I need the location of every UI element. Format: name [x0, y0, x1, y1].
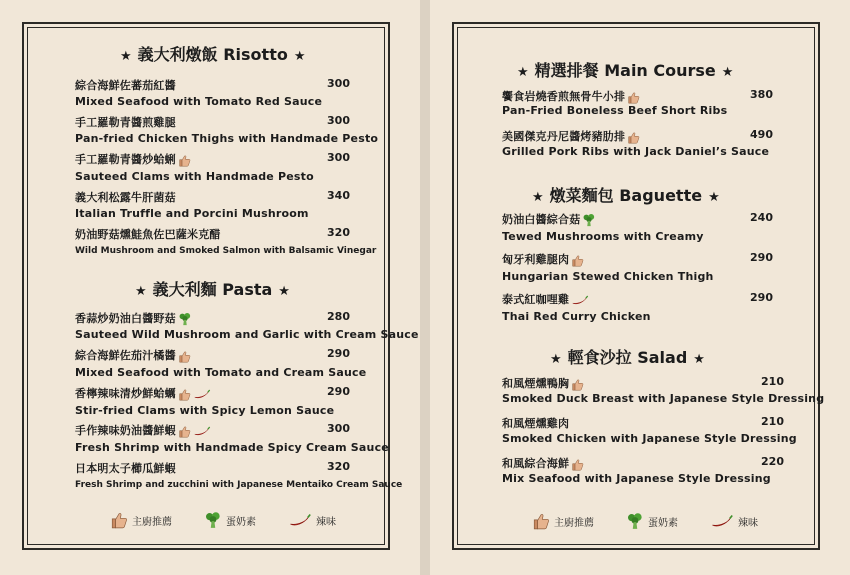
menu-item-english: Smoked Duck Breast with Japanese Style Dressing — [502, 392, 825, 405]
legend — [530, 512, 788, 530]
menu-item-english: Pan-fried Chicken Thighs with Handmade Pesto — [75, 132, 379, 145]
menu-item-price: 290 — [327, 347, 350, 360]
section-title-main-course: ★ 精選排餐 Main Course ★ — [517, 61, 734, 80]
chili-icon — [571, 295, 589, 306]
menu-item-name: 手作辣味奶油醬鮮蝦 — [75, 422, 211, 438]
menu-item-english: Smoked Chicken with Japanese Style Dressing — [502, 432, 797, 445]
menu-item-english: Hungarian Stewed Chicken Thigh — [502, 270, 714, 283]
menu-item-english: Pan-Fried Boneless Beef Short Ribs — [502, 104, 728, 117]
menu-item-name: 綜合海鮮佐蕃茄紅醬 — [75, 79, 176, 92]
star-icon: ★ — [708, 190, 720, 205]
menu-item-price: 210 — [761, 375, 784, 388]
star-icon: ★ — [120, 49, 132, 64]
thumbs-up-icon — [571, 254, 584, 267]
menu-item-english: Thai Red Curry Chicken — [502, 310, 651, 323]
menu-item-price: 300 — [327, 114, 350, 127]
star-icon: ★ — [721, 65, 734, 80]
menu-item-name: 手工羅勒青醬煎雞腿 — [75, 116, 176, 129]
menu-item-english: Mixed Seafood with Tomato Red Sauce — [75, 95, 323, 108]
menu-item-english: Sauteed Clams with Handmade Pesto — [75, 170, 314, 183]
menu-item-english: Fresh Shrimp and zucchini with Japanese Mentaiko Cream Sauce — [75, 480, 403, 490]
menu-item-price: 280 — [327, 310, 350, 323]
menu-item-name: 義大利松露牛肝菌菇 — [75, 191, 176, 204]
menu-item-english: Tewed Mushrooms with Creamy — [502, 230, 704, 243]
thumbs-up-icon — [178, 154, 191, 167]
thumbs-up-icon — [571, 378, 584, 391]
section-title-pasta: ★ 義大利麵 Pasta ★ — [135, 280, 290, 299]
legend-recommend-label: 主廚推薦 — [132, 516, 172, 528]
menu-item-price: 300 — [327, 151, 350, 164]
star-icon: ★ — [517, 65, 529, 80]
star-icon: ★ — [693, 352, 705, 367]
menu-item-name: 奶油白醬綜合菇 — [502, 211, 596, 227]
menu-item-name: 泰式紅咖哩雞 — [502, 291, 589, 307]
menu-item-price: 240 — [750, 211, 773, 224]
chili-icon — [193, 426, 211, 437]
menu-item-english: Fresh Shrimp with Handmade Spicy Cream Sauce — [75, 441, 389, 454]
section-title-salad: ★ 輕食沙拉 Salad ★ — [550, 348, 705, 367]
legend — [108, 511, 366, 529]
menu-item-name: 美國傑克丹尼醬烤豬肋排 — [502, 128, 640, 144]
menu-item-price: 290 — [750, 291, 773, 304]
menu-item-english: Sauteed Wild Mushroom and Garlic with Cream Sauce — [75, 328, 419, 341]
broccoli-icon — [626, 512, 644, 530]
thumbs-up-icon — [627, 91, 640, 104]
menu-item-name: 日本明太子櫛瓜鮮蝦 — [75, 462, 176, 475]
broccoli-icon — [582, 213, 596, 227]
thumbs-up-icon — [110, 511, 128, 529]
menu-item-name: 綜合海鮮佐茄汁橘醬 — [75, 347, 191, 363]
menu-item-price: 490 — [750, 128, 773, 141]
section-title-baguette: ★ 燉菜麵包 Baguette ★ — [532, 186, 720, 205]
menu-item-english: Italian Truffle and Porcini Mushroom — [75, 207, 309, 220]
menu-item-price: 300 — [327, 422, 350, 435]
menu-item-price: 210 — [761, 415, 784, 428]
legend-vegetarian-label: 蛋奶素 — [648, 517, 678, 529]
thumbs-up-icon — [532, 512, 550, 530]
menu-item-name: 和風綜合海鮮 — [502, 455, 584, 471]
menu-item-name: 和風煙燻鴨胸 — [502, 375, 584, 391]
broccoli-icon — [204, 511, 222, 529]
menu-page-right — [430, 0, 850, 575]
menu-item-name: 手工羅勒青醬炒蛤蜊 — [75, 151, 191, 167]
chili-icon — [193, 389, 211, 400]
menu-item-price: 220 — [761, 455, 784, 468]
menu-item-price: 320 — [327, 226, 350, 239]
thumbs-up-icon — [178, 388, 191, 401]
menu-item-price: 290 — [750, 251, 773, 264]
broccoli-icon — [178, 312, 192, 326]
menu-page-left — [0, 0, 420, 575]
menu-item-name: 香蒜炒奶油白醬野菇 — [75, 310, 192, 326]
menu-item-name: 和風煙燻雞肉 — [502, 417, 570, 430]
menu-item-english: Wild Mushroom and Smoked Salmon with Balsamic Vinegar — [75, 246, 377, 256]
chili-icon — [710, 514, 734, 529]
menu-item-price: 380 — [750, 88, 773, 101]
thumbs-up-icon — [178, 425, 191, 438]
menu-item-name: 匈牙利雞腿肉 — [502, 251, 584, 267]
menu-item-english: Mixed Seafood with Tomato and Cream Sauce — [75, 366, 367, 379]
menu-item-english: Mix Seafood with Japanese Style Dressing — [502, 472, 771, 485]
menu-item-price: 340 — [327, 189, 350, 202]
legend-recommend-label: 主廚推薦 — [554, 517, 594, 529]
legend-spicy-label: 辣味 — [738, 517, 758, 529]
menu-item-price: 300 — [327, 77, 350, 90]
legend-spicy-label: 辣味 — [316, 516, 336, 528]
legend-vegetarian-label: 蛋奶素 — [226, 516, 256, 528]
menu-item-english: Grilled Pork Ribs with Jack Daniel’s Sauce — [502, 145, 770, 158]
thumbs-up-icon — [178, 350, 191, 363]
menu-item-name: 饗食岩燒香煎無骨牛小排 — [502, 88, 640, 104]
thumbs-up-icon — [571, 458, 584, 471]
thumbs-up-icon — [627, 131, 640, 144]
menu-item-name: 香檸辣味清炒鮮蛤蠣 — [75, 385, 211, 401]
star-icon: ★ — [550, 352, 562, 367]
star-icon: ★ — [135, 284, 147, 299]
menu-item-name: 奶油野菇燻鮭魚佐巴薩米克醋 — [75, 228, 221, 241]
menu-item-price: 320 — [327, 460, 350, 473]
menu-item-price: 290 — [327, 385, 350, 398]
menu-item-english: Stir-fried Clams with Spicy Lemon Sauce — [75, 404, 335, 417]
star-icon: ★ — [278, 284, 290, 299]
section-title-risotto: ★ 義大利燉飯 Risotto ★ — [120, 45, 306, 64]
star-icon: ★ — [293, 49, 306, 64]
star-icon: ★ — [532, 190, 544, 205]
chili-icon — [288, 513, 312, 528]
